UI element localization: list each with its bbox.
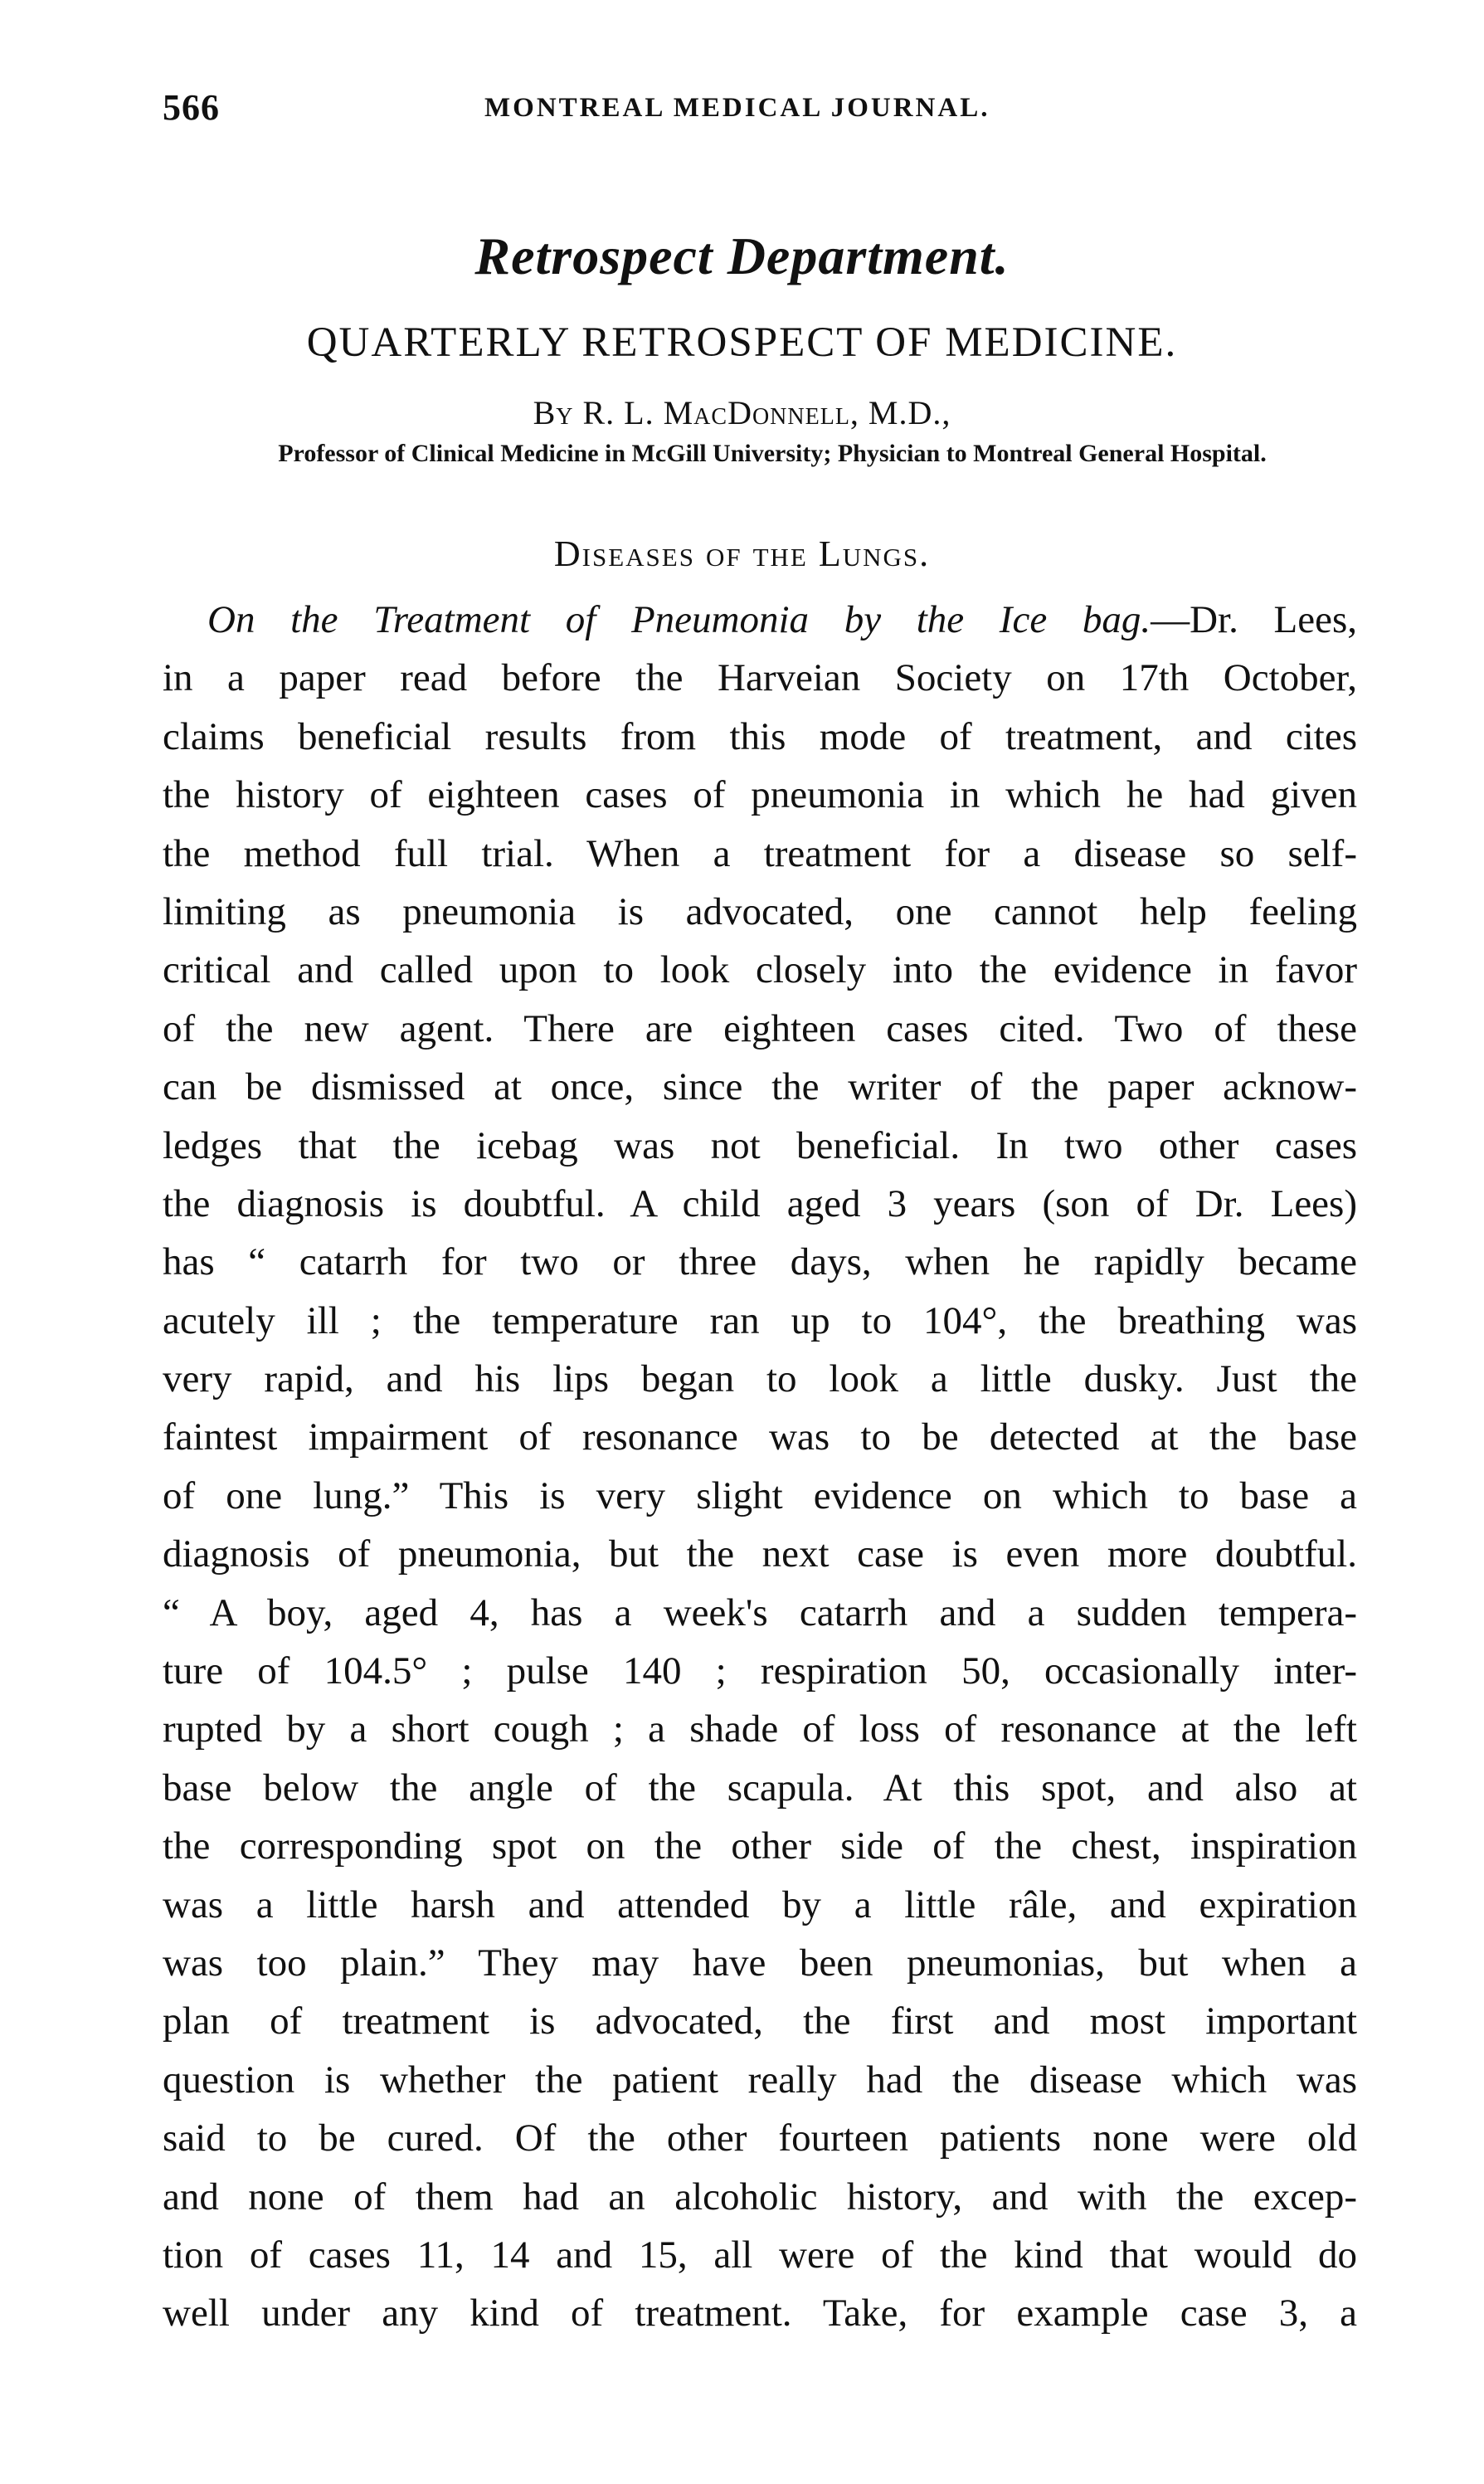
article-line: faintest impairment of resonance was to be detected at the base xyxy=(163,1415,1357,1459)
article-line: limiting as pneumonia is advocated, one cannot help feeling xyxy=(163,889,1357,933)
article-line-text: —Dr. Lees, xyxy=(1151,598,1357,641)
article-line: of one lung.” This is very slight evidence on which to base a xyxy=(163,1473,1357,1517)
article-line: was too plain.” They may have been pneumonias, but when a xyxy=(163,1941,1357,1985)
article-line: “ A boy, aged 4, has a week's catarrh and a sudden tempera- xyxy=(163,1590,1357,1634)
article-line: in a paper read before the Harveian Society on 17th October, xyxy=(163,656,1357,700)
running-head xyxy=(163,86,1357,136)
article-line: plan of treatment is advocated, the first and most important xyxy=(163,1999,1357,2043)
article-line: critical and called upon to look closely into the evidence in favor xyxy=(163,948,1357,992)
article-line: said to be cured. Of the other fourteen patients none were old xyxy=(163,2116,1357,2160)
page-number: 566 xyxy=(163,87,220,128)
journal-title: MONTREAL MEDICAL JOURNAL. xyxy=(484,93,990,123)
article-line: the history of eighteen cases of pneumonia in which he had given xyxy=(163,773,1357,817)
article-line: question is whether the patient really had the disease which was xyxy=(163,2058,1357,2102)
article-line: the method full trial. When a treatment for a disease so self- xyxy=(163,831,1357,875)
article-line: the corresponding spot on the other side of the chest, inspiration xyxy=(163,1824,1357,1868)
article-line: of the new agent. There are eighteen cases cited. Two of these xyxy=(163,1006,1357,1050)
article-line: the diagnosis is doubtful. A child aged 3 years (son of Dr. Lees) xyxy=(163,1181,1357,1225)
author-byline: By R. L. MacDonnell, M.D., xyxy=(533,394,951,431)
article-line: acutely ill ; the temperature ran up to 104°, the breathing was xyxy=(163,1298,1357,1342)
article-line: ledges that the icebag was not beneficial. In two other cases xyxy=(163,1123,1357,1167)
department-title: Retrospect Department. xyxy=(474,226,1010,285)
article-line: can be dismissed at once, since the writer of the paper acknow- xyxy=(163,1065,1357,1109)
subsection-title: Diseases of the Lungs. xyxy=(553,533,931,574)
article-line: rupted by a short cough ; a shade of loss of resonance at the left xyxy=(163,1707,1357,1751)
article-line: well under any kind of treatment. Take, for example case 3, a xyxy=(163,2292,1357,2335)
article-line: was a little harsh and attended by a little râle, and expiration xyxy=(163,1882,1357,1926)
article-line: very rapid, and his lips began to look a little dusky. Just the xyxy=(163,1357,1357,1401)
author-affiliation: Professor of Clinical Medicine in McGill University; Physician to Montreal General Hospital. xyxy=(278,440,1267,467)
article-line: and none of them had an alcoholic history, and with the excep- xyxy=(163,2175,1357,2219)
article-line: has “ catarrh for two or three days, when he rapidly became xyxy=(163,1240,1357,1284)
article-body xyxy=(163,591,1357,2343)
article-line xyxy=(163,591,1357,649)
article-line: tion of cases 11, 14 and 15, all were of the kind that would do xyxy=(163,2233,1357,2277)
article-lead-title: On the Treatment of Pneumonia by the Ice bag. xyxy=(207,598,1151,641)
article-line: claims beneficial results from this mode of treatment, and cites xyxy=(163,714,1357,758)
article-line: base below the angle of the scapula. At this spot, and also at xyxy=(163,1766,1357,1809)
section-title: QUARTERLY RETROSPECT OF MEDICINE. xyxy=(306,319,1178,366)
article-line: ture of 104.5° ; pulse 140 ; respiration 50, occasionally inter- xyxy=(163,1649,1357,1693)
article-line: diagnosis of pneumonia, but the next case is even more doubtful. xyxy=(163,1532,1357,1576)
